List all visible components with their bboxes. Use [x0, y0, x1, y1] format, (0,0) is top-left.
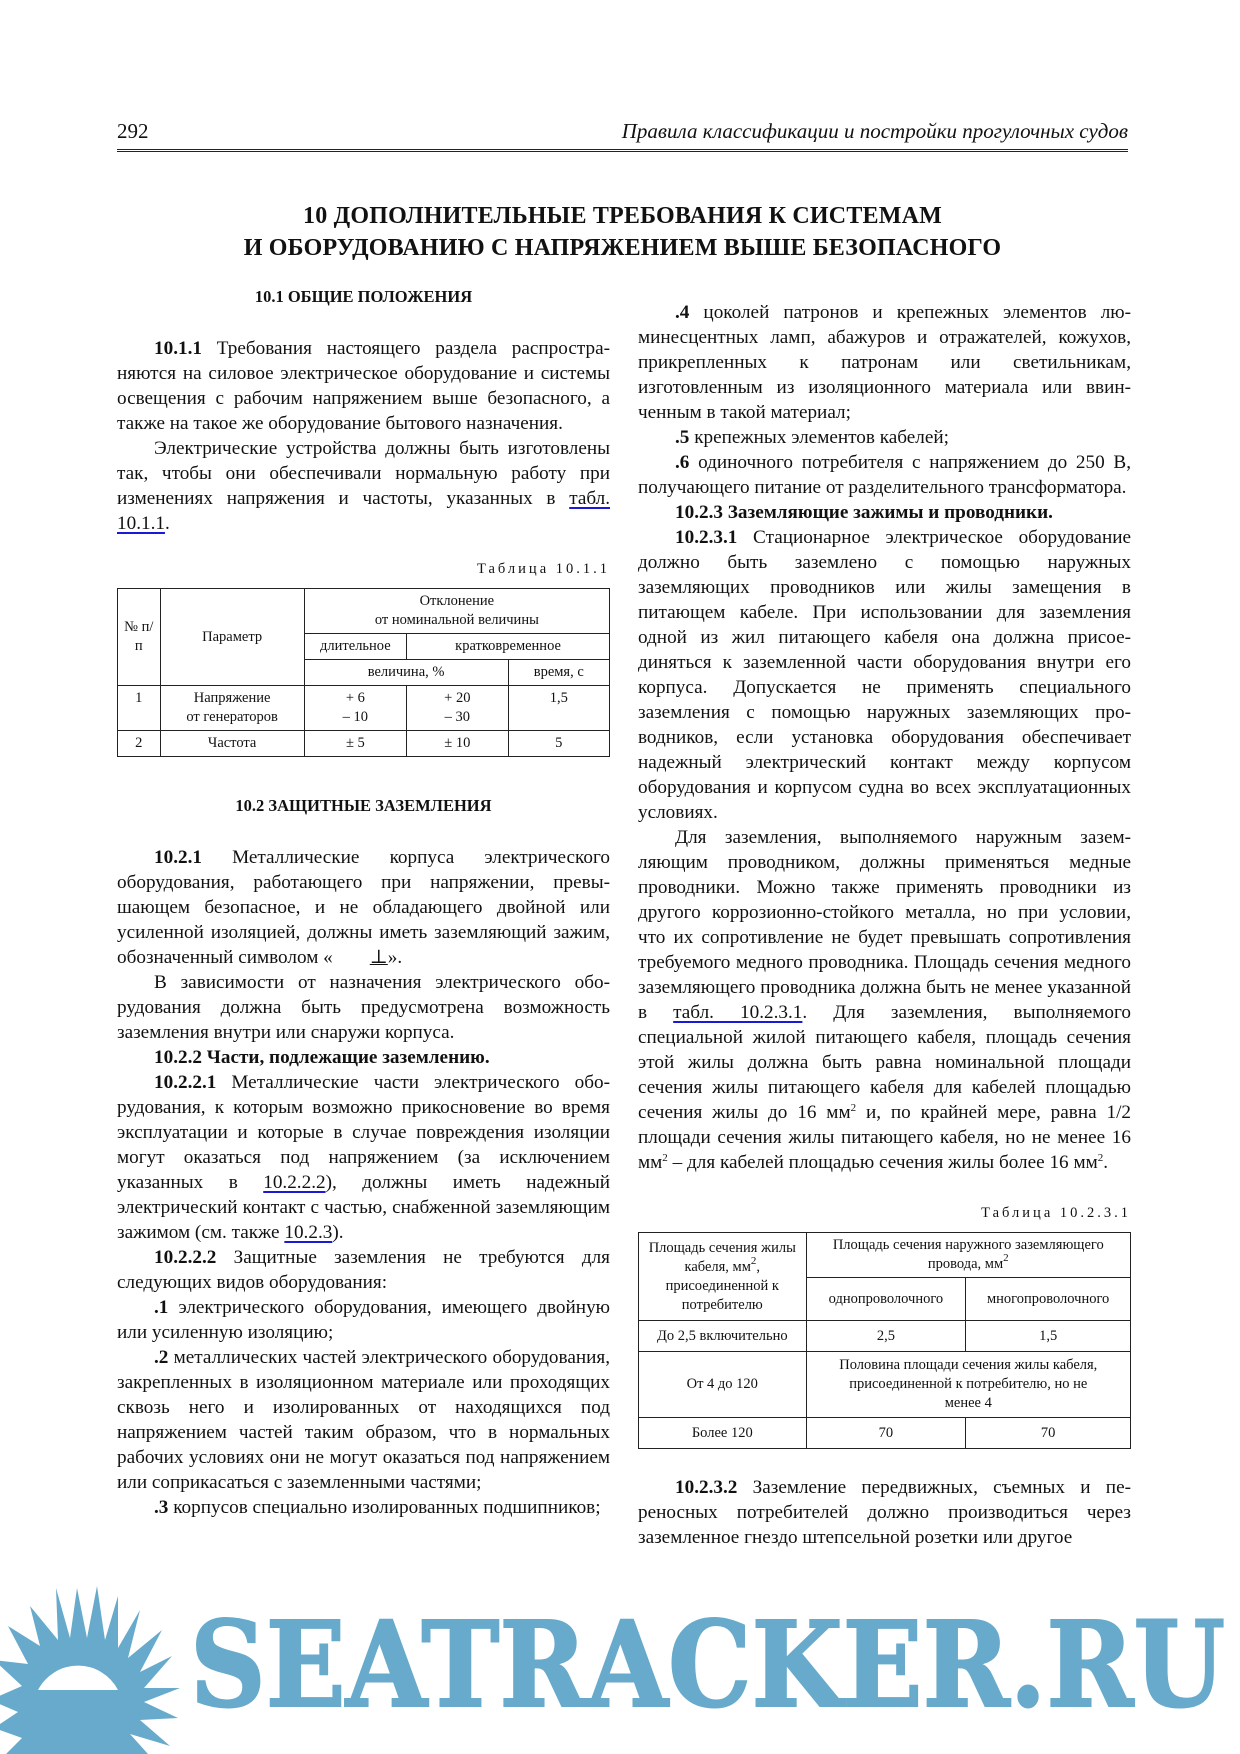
header-core-area: Площадь сечения жилы кабеля, $мм^2$, присоединенной к потребителю [639, 1233, 807, 1321]
paragraph-10-2-2-2: 10.2.2.2 Защитные заземления не требуются для следующих видов оборудования: [117, 1247, 610, 1293]
header-param: Параметр [160, 589, 304, 686]
paragraph-10-2-1-b: В зависимости от назначения электрического оборудования должна быть предусмотрена возможность заземления внутри или снаружи корпуса. [117, 972, 610, 1043]
list-item: .4 цоколей патронов и крепежных элементов люминесцентных ламп, абажуров и отражателей, кожухов, прикрепленных к патронам или светильникам, изготовленным из изоляционного материала или ввинченным в такой материал; [638, 302, 1131, 423]
paragraph-10-2-1: 10.2.1 Металлические корпуса электрического оборудования, работающего при напряжении, превышающем безопасное, и не обладающего двойной или усиленной изоляцией, должны иметь заземляющий зажим, обозначенный символом « ⊥». [117, 847, 610, 968]
list-item: .6 одиночного потребителя с напряжением до 250 В, получающего питание от разделительного трансформатора. [638, 452, 1131, 498]
link-table-10-1-1[interactable]: табл. 10.1.1 [117, 488, 610, 534]
table-10-1-1 [117, 588, 610, 757]
link-10-2-2-2[interactable]: 10.2.2.2 [263, 1172, 326, 1193]
link-10-2-3[interactable]: 10.2.3 [284, 1222, 333, 1243]
list-item: .3 корпусов специально изолированных подшипников; [154, 1497, 601, 1518]
header-single-wire: однопроволочного [806, 1278, 966, 1321]
paragraph-10-1-1-b: Электрические устройства должны быть изготовлены так, чтобы они обеспечивали нормальную работу при изменениях напряжения и частоты, указанных в табл. 10.1.1. [117, 438, 610, 534]
paragraph-10-2-3-2: 10.2.3.2 Заземление передвижных, съемных и переносных потребителей должно производиться через заземленное гнездо штепсельной розетки или другое [638, 1477, 1131, 1548]
watermark-text: SEATRACKER.RU [190, 1595, 1225, 1734]
running-title: Правила классификации и постройки прогулочных судов [621, 119, 1128, 143]
table-row: Более 120 70 70 [639, 1418, 1131, 1449]
link-table-10-2-3-1[interactable]: табл. 10.2.3.1 [673, 1002, 803, 1023]
header-ext-area: Площадь сечения наружного заземляющего провода, $мм^2$ [806, 1233, 1130, 1278]
paragraph-10-2-2-1: 10.2.2.1 Металлические части электрического оборудования, к которым возможно прикосновение во время эксплуатации и которые в случае повреждения изоляции могут оказаться под напряжением (за исключением указанных в 10.2.2.2), должны иметь надежный электрический контакт с частью, снабженной заземляющим зажимом (см. также 10.2.3). [117, 1072, 611, 1243]
list-item: .5 крепежных элементов кабелей; [675, 427, 949, 448]
paragraph-10-2-3-1: 10.2.3.1 Стационарное электрическое оборудование должно быть заземлено с помощью наружных заземляющих проводников или жилы замещения в питающем кабеле. При использовании для заземления одной из жил питающего кабеля она должна присоединяться к заземленной части оборудования внутри его корпуса. Допускается не применять специального заземления с помощью наружных заземляющих проводников, если установка оборудования обеспечивает надежный электрический контакт между корпусом оборудования и корпусом судна во всех эксплуатационных условиях. [638, 527, 1131, 823]
paragraph-copper-conductors: Для заземления, выполняемого наружным заземляющим проводником, должны применяться медные проводники. Можно также применять проводники из другого коррозионно-стойкого металла, но при условии, что их сопротивление не будет превышать сопротивления требуемого медного проводника. Площадь сечения медного заземляющего проводника должна быть не менее указанной в табл. 10.2.3.1. Для заземления, выполняемого специальной жилой питающего кабеля, площадь сечения этой жилы должна быть равна номинальной площади сечения жилы питающего кабеля для кабелей площадью сечения жилы до 16 $мм^2$ и, по крайней мере, равна 1/2 площади сечения жилы питающего кабеля, но не менее 16 $мм^2$ – для кабелей площадью сечения жилы более 16 $мм^2$. [638, 827, 1132, 1173]
left-column [117, 287, 611, 1520]
running-header [117, 119, 1128, 152]
list-item: .2 металлических частей электрического оборудования, закрепленных в изоляционном материале или проходящих сквозь него и изолированных от находящихся под напряжением частей таким образом, что в нормальных рабочих условиях они не могут оказаться под напряжением или соприкасаться с заземленными частями; [117, 1347, 610, 1493]
clause-number: 10.1.1 [154, 338, 202, 359]
sun-logo-icon [0, 1586, 180, 1754]
table-row: От 4 до 120 Половина площади сечения жилы кабеля, присоединенной к потребителю, но не менее 4 [639, 1352, 1131, 1418]
table-row: 2 Частота ± 5 ± 10 5 [118, 731, 610, 757]
header-short-term: кратковременное [407, 634, 610, 660]
heading-10-2-3: 10.2.3 Заземляющие зажимы и проводники. [675, 502, 1053, 523]
header-multi-wire: многопроволочного [966, 1278, 1131, 1321]
chapter-title-line-2: И ОБОРУДОВАНИЮ С НАПРЯЖЕНИЕМ ВЫШЕ БЕЗОПАСНОГО [243, 235, 1002, 261]
header-deviation: Отклонение от номинальной величины [304, 589, 609, 634]
right-column [638, 300, 1131, 1550]
heading-10-2-2: 10.2.2 Части, подлежащие заземлению. [154, 1047, 490, 1068]
table-10-2-3-1 [638, 1232, 1131, 1449]
seatracker-watermark [0, 1560, 1240, 1754]
section-heading-10-1: 10.1 ОБЩИЕ ПОЛОЖЕНИЯ [254, 287, 473, 306]
page-number: 292 [117, 119, 149, 143]
chapter-title [117, 200, 1128, 264]
ground-symbol-icon: ⊥ [369, 947, 388, 968]
table-row: До 2,5 включительно 2,5 1,5 [639, 1321, 1131, 1352]
chapter-title-line-1: 10 ДОПОЛНИТЕЛЬНЫЕ ТРЕБОВАНИЯ К СИСТЕМАМ [303, 203, 942, 229]
paragraph-10-1-1: 10.1.1 Требования настоящего раздела распространяются на силовое электрическое оборудование и системы освещения с рабочим напряжением выше безопасного, а также на такое же оборудование бытового назначения. [117, 338, 610, 434]
header-long-term: длительное [304, 634, 406, 660]
list-item: .1 электрического оборудования, имеющего двойную или усиленную изоляцию; [117, 1297, 610, 1343]
table-row: 1 Напряжение от генераторов + 6 – 10 + 20 – 30 1,5 [118, 686, 610, 731]
header-num: № п/п [118, 589, 161, 686]
section-heading-10-2: 10.2 ЗАЩИТНЫЕ ЗАЗЕМЛЕНИЯ [235, 796, 492, 815]
table-caption-10-2-3-1: Таблица 10.2.3.1 [981, 1205, 1131, 1221]
header-magnitude: величина, % [304, 660, 508, 686]
table-caption-10-1-1: Таблица 10.1.1 [476, 561, 610, 577]
header-time: время, с [508, 660, 609, 686]
